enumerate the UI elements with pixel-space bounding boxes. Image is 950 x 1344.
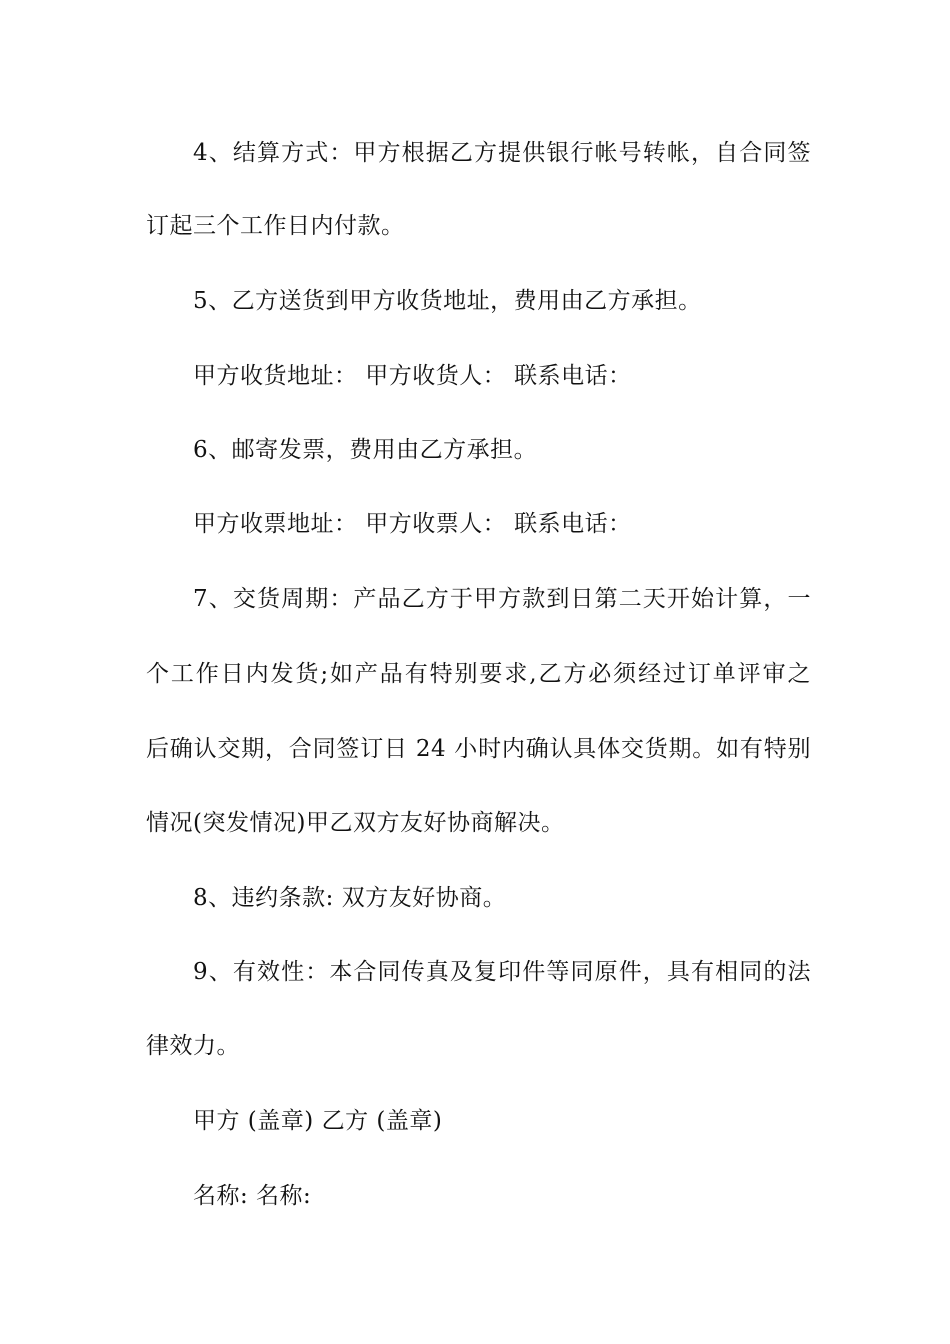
clause-8-line: 8、违约条款: 双方友好协商。 [193, 885, 507, 911]
clause-4-line-2: 订起三个工作日内付款。 [146, 213, 405, 239]
clause-7-line-3: 后确认交期，合同签订日 24 小时内确认具体交货期。如有特别 [146, 736, 811, 762]
clause-9-line-2: 律效力。 [146, 1033, 240, 1059]
clause-7-line-1: 7、交货周期：产品乙方于甲方款到日第二天开始计算，一 [193, 586, 811, 612]
signature-seal-line: 甲方 (盖章) 乙方 (盖章) [193, 1108, 443, 1134]
clause-7-line-2: 个工作日内发货;如产品有特别要求,乙方必须经过订单评审之 [146, 661, 811, 687]
receiving-address-line: 甲方收货地址： 甲方收货人： 联系电话： [193, 363, 632, 389]
clause-7-line-4: 情况(突发情况)甲乙双方友好协商解决。 [146, 810, 565, 836]
clause-5-line: 5、乙方送货到甲方收货地址，费用由乙方承担。 [193, 288, 702, 314]
clause-9-line-1: 9、有效性：本合同传真及复印件等同原件，具有相同的法 [193, 959, 811, 985]
invoice-address-line: 甲方收票地址： 甲方收票人： 联系电话： [193, 511, 632, 537]
clause-4-line-1: 4、结算方式：甲方根据乙方提供银行帐号转帐，自合同签 [193, 140, 811, 166]
signature-name-line: 名称: 名称: [193, 1183, 312, 1209]
clause-6-line: 6、邮寄发票，费用由乙方承担。 [193, 437, 538, 463]
